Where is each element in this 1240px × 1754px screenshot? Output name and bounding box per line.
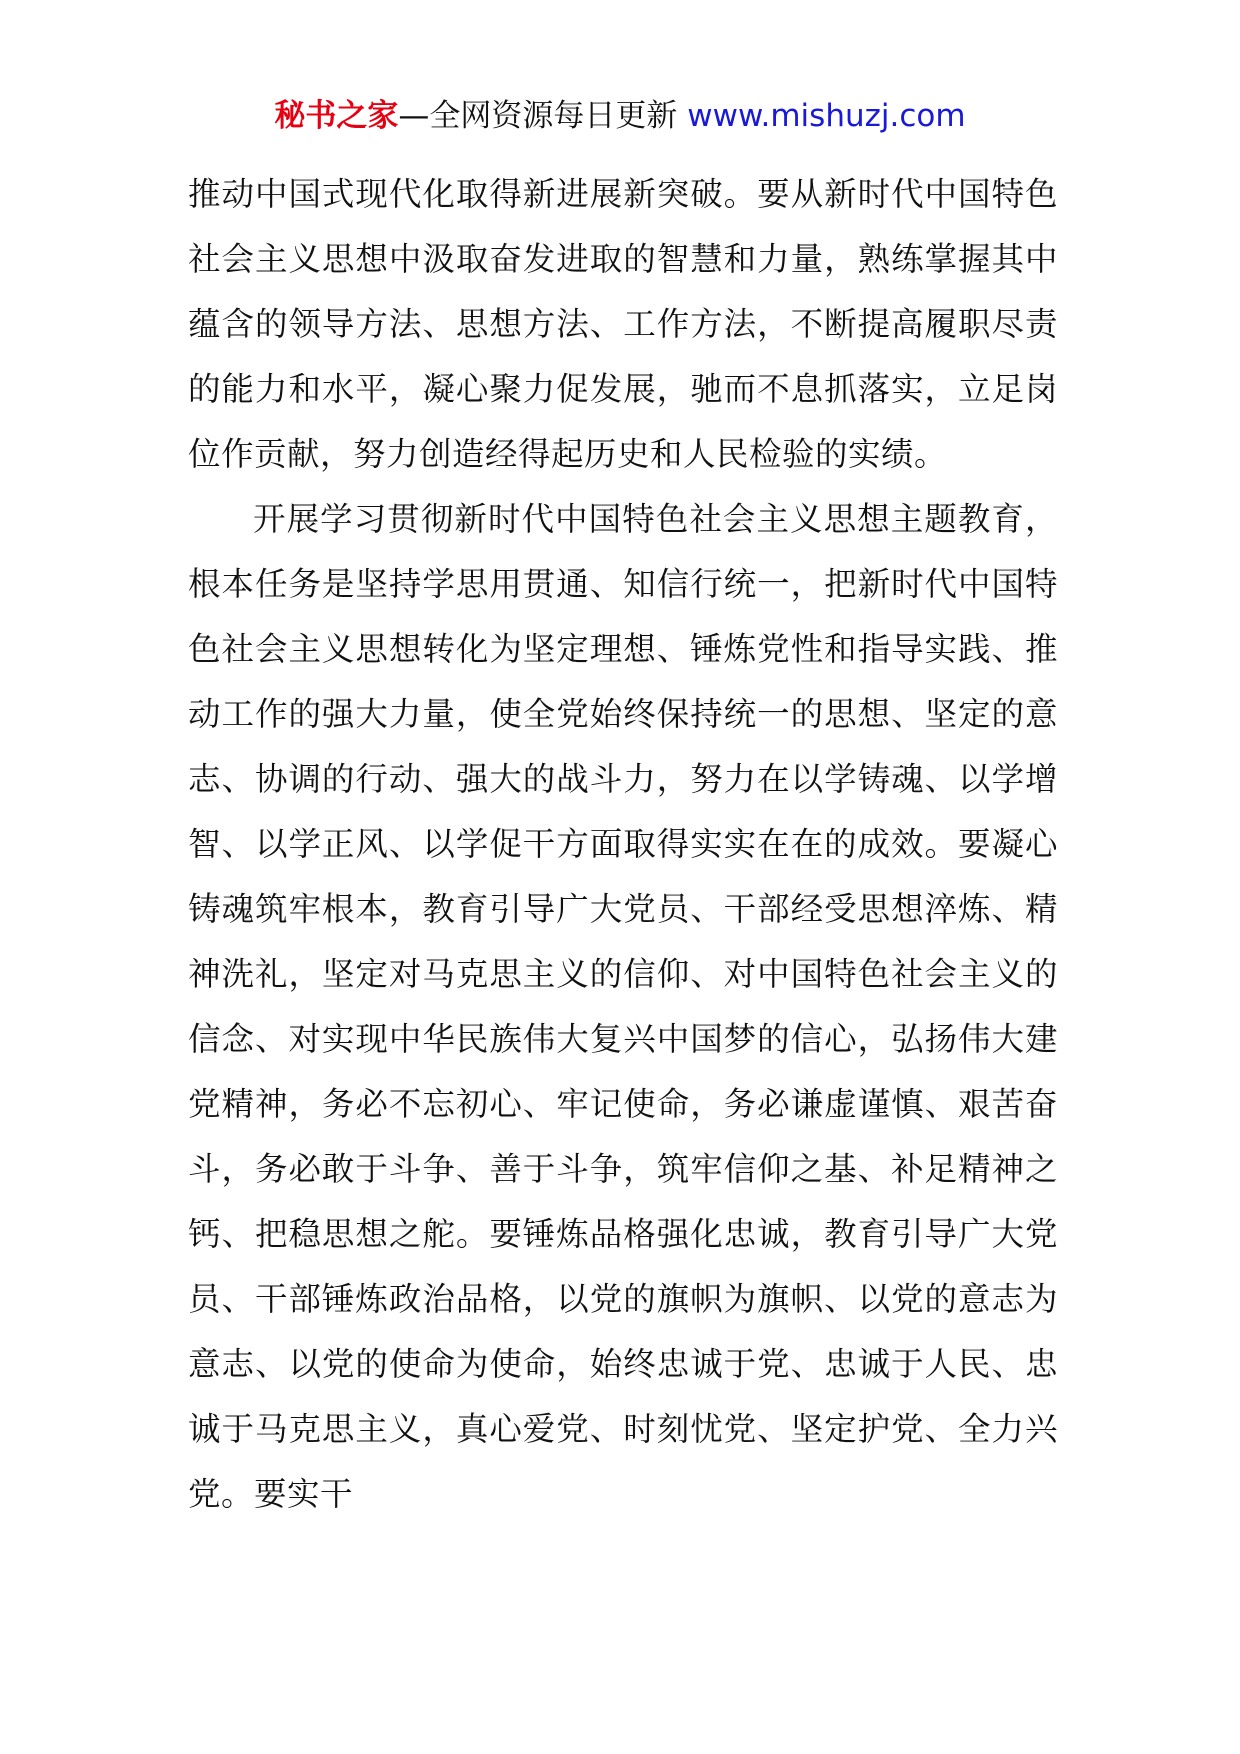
brand-name: 秘书之家	[274, 98, 399, 134]
document-body	[188, 162, 1058, 1527]
header-tagline: —全网资源每日更新	[398, 98, 688, 134]
document-header	[0, 96, 1240, 136]
paragraph: 开展学习贯彻新时代中国特色社会主义思想主题教育，根本任务是坚持学思用贯通、知信行统一，把新时代中国特色社会主义思想转化为坚定理想、锤炼党性和指导实践、推动工作的强大力量，使全党始终保持统一的思想、坚定的意志、协调的行动、强大的战斗力，努力在以学铸魂、以学增智、以学正风、以学促干方面取得实实在在的成效。要凝心铸魂筑牢根本，教育引导广大党员、干部经受思想淬炼、精神洗礼，坚定对马克思主义的信仰、对中国特色社会主义的信念、对实现中华民族伟大复兴中国梦的信心，弘扬伟大建党精神，务必不忘初心、牢记使命，务必谦虚谨慎、艰苦奋斗，务必敢于斗争、善于斗争，筑牢信仰之基、补足精神之钙、把稳思想之舵。要锤炼品格强化忠诚，教育引导广大党员、干部锤炼政治品格，以党的旗帜为旗帜、以党的意志为意志、以党的使命为使命，始终忠诚于党、忠诚于人民、忠诚于马克思主义，真心爱党、时刻忧党、坚定护党、全力兴党。要实干	[188, 500, 1058, 1513]
website-url: www.mishuzj.com	[687, 98, 966, 134]
paragraph-continued: 推动中国式现代化取得新进展新突破。要从新时代中国特色社会主义思想中汲取奋发进取的智慧和力量，熟练掌握其中蕴含的领导方法、思想方法、工作方法，不断提高履职尽责的能力和水平，凝心聚力促发展，驰而不息抓落实，立足岗位作贡献，努力创造经得起历史和人民检验的实绩。	[188, 175, 1058, 473]
